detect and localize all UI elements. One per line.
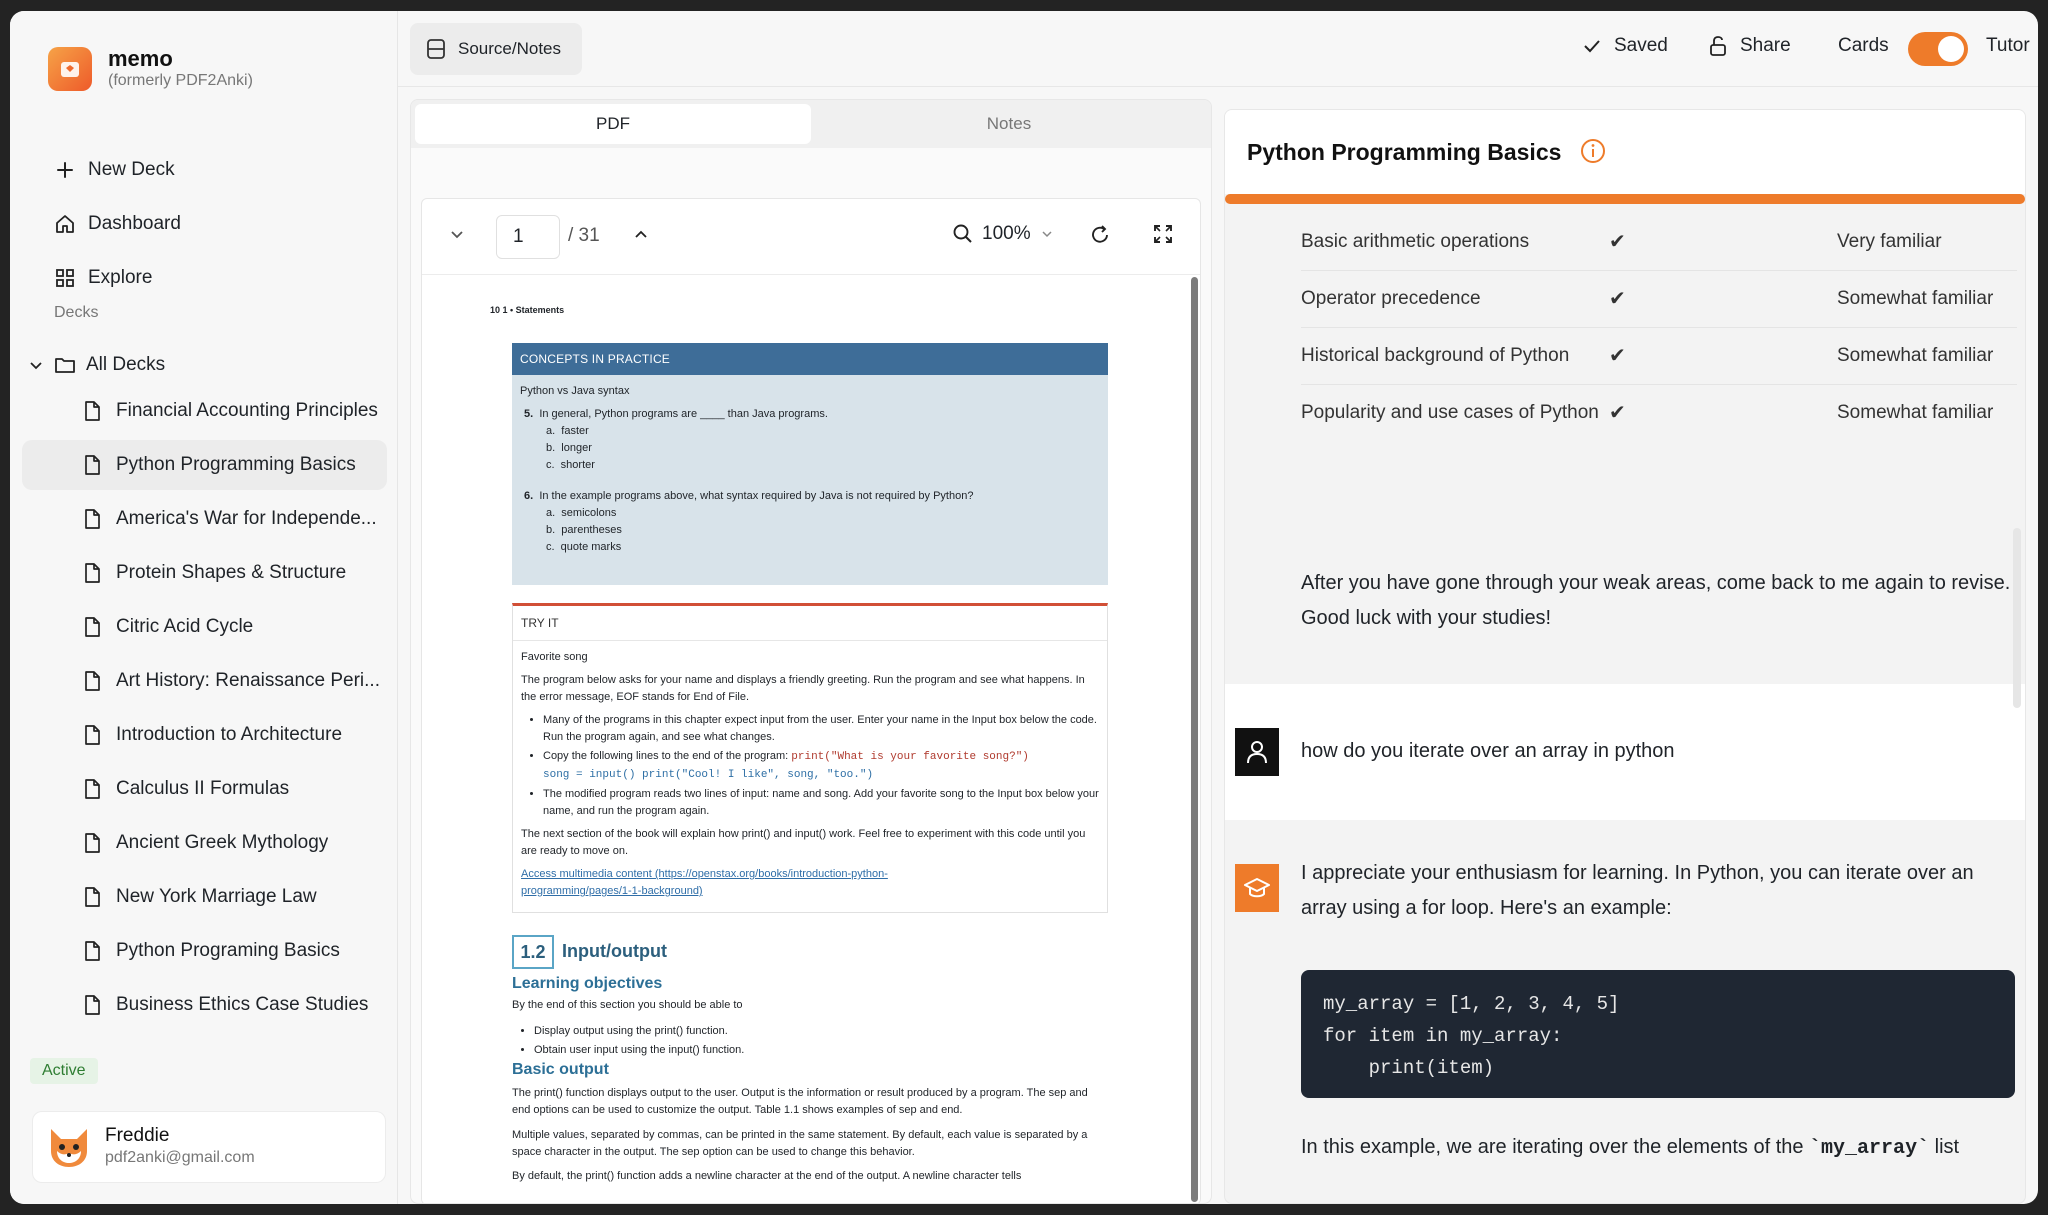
- deck-label: New York Marriage Law: [116, 886, 317, 907]
- section-title: Input/output: [562, 941, 667, 961]
- deck-label: America's War for Independe...: [116, 508, 377, 529]
- file-icon: [82, 832, 102, 854]
- split-view-icon: [426, 38, 446, 60]
- file-icon: [82, 886, 102, 908]
- tryit-subtitle: Favorite song: [521, 651, 588, 663]
- paragraph: The print() function displays output to the user. Output is the information or result produced by a program. The sep and end options can be used to customize the output. Table 1.1 shows examples of sep and end.: [512, 1087, 1088, 1116]
- dashboard-label: Dashboard: [88, 213, 181, 234]
- file-icon: [82, 670, 102, 692]
- q6-option: semicolons: [561, 507, 617, 519]
- fox-avatar-icon: [45, 1125, 93, 1169]
- tutor-followup: In this example, we are iterating over the elements of the `my_array` list: [1301, 1136, 1960, 1160]
- tryit-bullet: • Many of the programs in this chapter expect input from the user. Enter your name in the Input box below the code. Run the program again, and see what changes.: [543, 712, 1099, 746]
- saved-status: [1582, 35, 1668, 57]
- zoom-select[interactable]: [952, 223, 1063, 245]
- pdf-viewer: [421, 198, 1201, 1204]
- tutor-message: I appreciate your enthusiasm for learning. In Python, you can iterate over an array using a for loop. Here's an example:: [1301, 862, 1974, 919]
- brand-subtitle: (formerly PDF2Anki): [108, 72, 253, 89]
- table-row: [1301, 328, 2017, 385]
- file-icon: [82, 994, 102, 1016]
- check-icon: ✔: [1609, 402, 1626, 424]
- deck-label: Python Programing Basics: [116, 940, 340, 961]
- deck-item[interactable]: [22, 764, 387, 814]
- deck-item[interactable]: [22, 818, 387, 868]
- source-notes-label: Source/Notes: [458, 39, 561, 58]
- q6-option: parentheses: [561, 524, 622, 536]
- paragraph: By default, the print() function adds a newline character at the end of the output. A newline character tells: [512, 1170, 1022, 1182]
- tutor-panel: [1224, 109, 2026, 1204]
- zoom-value: 100%: [982, 223, 1031, 244]
- source-notes-button[interactable]: [410, 23, 582, 75]
- brand-name: memo: [108, 46, 173, 71]
- tutor-label: Tutor: [1986, 35, 2030, 56]
- refresh-icon[interactable]: [1088, 223, 1112, 247]
- page-total: / 31: [568, 225, 600, 246]
- familiarity-cell: Somewhat familiar: [1837, 345, 1994, 366]
- file-icon: [82, 724, 102, 746]
- inline-code: `my_array`: [1809, 1137, 1930, 1160]
- question-5: In general, Python programs are ____ than Java programs.: [539, 408, 828, 420]
- familiarity-cell: Somewhat familiar: [1837, 288, 1994, 309]
- table-row: [1301, 385, 2017, 441]
- share-label: Share: [1740, 35, 1791, 56]
- file-icon: [82, 940, 102, 962]
- deck-list: [22, 386, 397, 1034]
- code-snippet: print("What is your favorite song?"): [791, 751, 1029, 763]
- table-row: [1301, 271, 2017, 328]
- deck-label: Business Ethics Case Studies: [116, 994, 369, 1015]
- home-icon: [54, 213, 76, 235]
- app-window: [10, 11, 2038, 1204]
- sidebar: [10, 11, 398, 1204]
- topic-cell: Historical background of Python: [1301, 345, 1570, 366]
- deck-item[interactable]: [22, 602, 387, 652]
- deck-label: Citric Acid Cycle: [116, 616, 254, 637]
- q5-option: longer: [561, 442, 592, 454]
- deck-item[interactable]: [22, 656, 387, 706]
- plus-icon: [54, 159, 76, 181]
- cards-label: Cards: [1838, 35, 1889, 56]
- chevron-down-icon: [1039, 226, 1055, 242]
- tab-pdf[interactable]: PDF: [415, 104, 811, 144]
- tutor-closing-message: After you have gone through your weak areas, come back to me again to revise. Good luck with your studies!: [1301, 572, 2011, 629]
- lock-open-icon: [1708, 35, 1728, 57]
- running-head: 10 1 • Statements: [490, 305, 565, 315]
- familiarity-cell: Somewhat familiar: [1837, 402, 1994, 423]
- deck-item[interactable]: [22, 386, 387, 436]
- deck-label: Art History: Renaissance Peri...: [116, 670, 380, 691]
- all-decks-label: All Decks: [86, 354, 166, 375]
- deck-item[interactable]: [22, 494, 387, 544]
- folder-icon: [54, 355, 76, 375]
- user-avatar-icon: [1235, 728, 1279, 776]
- section-number: 1.2: [512, 935, 554, 969]
- user-message-row: [1225, 684, 2025, 820]
- deck-item[interactable]: [22, 926, 387, 976]
- user-message: how do you iterate over an array in python: [1301, 740, 1675, 762]
- pdf-page: [422, 275, 1192, 1204]
- chevron-down-icon[interactable]: [446, 223, 468, 245]
- pdf-toolbar: [422, 199, 1200, 275]
- file-icon: [82, 508, 102, 530]
- deck-item[interactable]: [22, 980, 387, 1030]
- explore-nav[interactable]: [54, 258, 152, 298]
- code-snippet: song = input() print("Cool! I like", song, "too."): [543, 769, 874, 781]
- objective-item: • Display output using the print() function.: [534, 1023, 1072, 1040]
- tutor-header: [1225, 110, 2025, 194]
- check-icon: [1582, 36, 1602, 56]
- topic-cell: Operator precedence: [1301, 288, 1481, 309]
- deck-label: Financial Accounting Principles: [116, 400, 378, 421]
- paragraph: Multiple values, separated by commas, can be printed in the same statement. By default, each value is separated by a space character in the output. The sep option can be used to change this behavior.: [512, 1129, 1088, 1158]
- q6-option: quote marks: [560, 541, 622, 553]
- tryit-header: TRY IT: [513, 606, 1107, 641]
- tutor-avatar-icon: [1235, 864, 1279, 912]
- deck-item[interactable]: [22, 710, 387, 760]
- objective-item: • Obtain user input using the input() function.: [534, 1042, 1072, 1059]
- tryit-bullet: • The modified program reads two lines of input: name and song. Add your favorite song to the Input box below your name, and run the program again.: [543, 786, 1099, 820]
- user-name: Freddie: [105, 1125, 170, 1146]
- tryit-bullet: • Copy the following lines to the end of the program: print("What is your favorite song?") song = input() print("Cool! I like", song, "too."): [543, 748, 1099, 784]
- basic-output-heading: Basic output: [512, 1061, 609, 1078]
- question-6: In the example programs above, what syntax required by Java is not required by Python?: [539, 490, 974, 502]
- table-row: [1301, 214, 2017, 271]
- tab-notes[interactable]: Notes: [986, 114, 1032, 133]
- check-icon: ✔: [1609, 231, 1626, 253]
- deck-label: Ancient Greek Mythology: [116, 832, 329, 853]
- concepts-header: CONCEPTS IN PRACTICE: [512, 343, 1108, 375]
- code-block[interactable]: my_array = [1, 2, 3, 4, 5] for item in my_array: print(item): [1301, 970, 2015, 1098]
- concepts-subtitle: Python vs Java syntax: [520, 385, 630, 397]
- file-icon: [82, 400, 102, 422]
- check-icon: ✔: [1609, 288, 1626, 310]
- q5-option: faster: [561, 425, 589, 437]
- grid-icon: [54, 267, 76, 289]
- status-badge: Active: [30, 1058, 98, 1084]
- concepts-box: CONCEPTS IN PRACTICE Python vs Java syntax 5. In general, Python programs are ____ than Java programs. a. faster b. longer c. shorter 6. In the example programs above, what syntax required by Java is not required by Python? a. semicolons b. parentheses c. quote marks: [512, 343, 1108, 585]
- next-section-text: The next section of the book will explain how print() and input() work. Feel free to experiment with this code until you are ready to move on.: [521, 828, 1086, 857]
- familiarity-table: [1301, 214, 2017, 441]
- deck-item-active[interactable]: [22, 440, 387, 490]
- progress-bar: [1225, 194, 2025, 204]
- file-icon: [82, 616, 102, 638]
- dashboard-nav[interactable]: [54, 204, 181, 244]
- deck-item[interactable]: [22, 548, 387, 598]
- pdf-panel: [410, 99, 1212, 1204]
- search-icon: [952, 223, 974, 245]
- multimedia-link[interactable]: Access multimedia content (https://openstax.org/books/introduction-python-programming/pages/1-1-background): [521, 868, 888, 897]
- top-bar: [398, 11, 2038, 87]
- deck-item[interactable]: [22, 872, 387, 922]
- check-icon: ✔: [1609, 345, 1626, 367]
- file-icon: [82, 778, 102, 800]
- tutor-title: Python Programming Basics: [1247, 138, 1606, 166]
- q5-option: shorter: [560, 459, 595, 471]
- share-button[interactable]: [1708, 35, 1791, 57]
- view-tabs: [411, 100, 1211, 148]
- deck-label: Calculus II Formulas: [116, 778, 290, 799]
- pdf-scrollbar[interactable]: [1191, 277, 1198, 1202]
- file-icon: [82, 562, 102, 584]
- chevron-down-icon: [28, 357, 44, 373]
- topic-cell: Popularity and use cases of Python: [1301, 402, 1599, 423]
- deck-label: Introduction to Architecture: [116, 724, 343, 745]
- objectives-heading: Learning objectives: [512, 975, 663, 992]
- explore-label: Explore: [88, 267, 153, 288]
- saved-label: Saved: [1614, 35, 1668, 56]
- cards-tutor-toggle[interactable]: [1908, 32, 1968, 66]
- topic-cell: Basic arithmetic operations: [1301, 231, 1530, 252]
- fullscreen-icon[interactable]: [1152, 223, 1174, 245]
- deck-label: Protein Shapes & Structure: [116, 562, 347, 583]
- user-email: pdf2anki@gmail.com: [105, 1149, 255, 1166]
- objectives-intro: By the end of this section you should be able to: [512, 999, 743, 1011]
- decks-label: Decks: [54, 304, 99, 321]
- chat-scrollbar[interactable]: [2013, 528, 2021, 708]
- file-icon: [82, 454, 102, 476]
- new-deck-label: New Deck: [88, 159, 175, 180]
- familiarity-cell: Very familiar: [1837, 231, 1942, 252]
- new-deck-button[interactable]: [54, 150, 175, 190]
- tryit-intro: The program below asks for your name and displays a friendly greeting. Run the program and see what happens. In the error message, EOF stands for End of File.: [521, 674, 1085, 703]
- all-decks-toggle[interactable]: [28, 345, 165, 385]
- try-it-box: [512, 603, 1108, 913]
- chevron-up-icon[interactable]: [630, 223, 652, 245]
- page-number-input[interactable]: 1: [496, 215, 560, 259]
- deck-label: Python Programming Basics: [116, 454, 356, 475]
- brand[interactable]: [48, 47, 253, 91]
- toggle-knob: [1938, 36, 1964, 62]
- user-card[interactable]: [32, 1111, 386, 1183]
- memo-logo-icon: [48, 47, 92, 91]
- info-icon[interactable]: [1580, 138, 1606, 164]
